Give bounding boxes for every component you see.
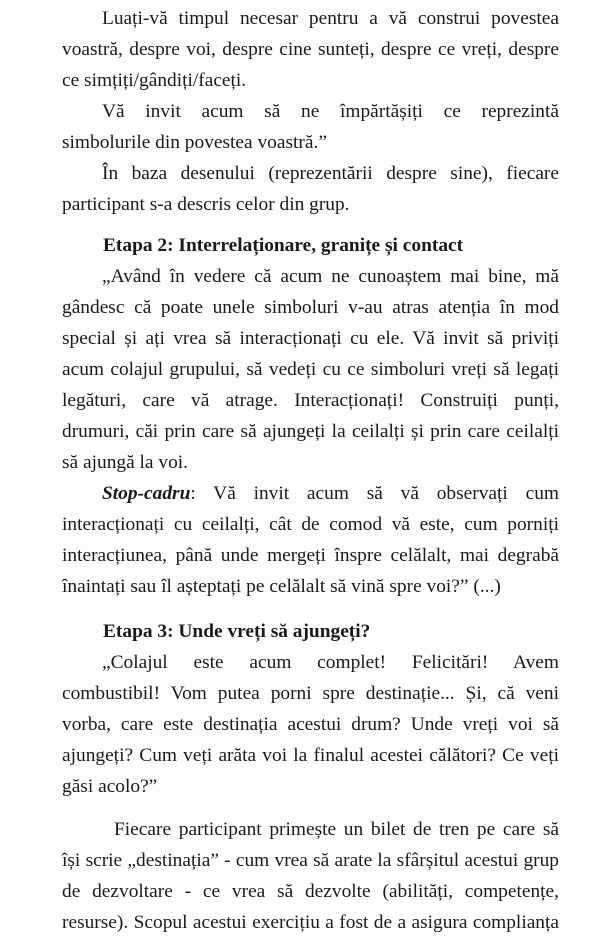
text-line: își scrie „destinația” - cum vrea să arate la sfârșitul acestui grup bbox=[62, 850, 559, 871]
text-line: participant s-a descris celor din grup. bbox=[62, 194, 350, 215]
stage-2-quote bbox=[62, 261, 559, 478]
intro-paragraph bbox=[62, 3, 559, 96]
stop-cadru-text: : Vă invit acum să vă observați cum bbox=[190, 483, 559, 504]
text-line: interacțiunea, până unde mergeți înspre celălalt, mai degrabă bbox=[62, 545, 559, 566]
drawing-paragraph bbox=[62, 158, 559, 220]
stage-3-heading: Etapa 3: Unde vreți să ajungeți? bbox=[103, 621, 371, 642]
text-line: În baza desenului (reprezentării despre sine), fiecare bbox=[102, 163, 559, 184]
text-line: Fiecare participant primește un bilet de tren pe care să bbox=[114, 819, 559, 840]
text-line: legături, care vă atrage. Interacționați! Construiți punți, bbox=[62, 390, 559, 411]
stage-2-heading: Etapa 2: Interrelaționare, granițe și contact bbox=[103, 235, 464, 256]
text-line: simbolurile din povestea voastră.” bbox=[62, 132, 327, 153]
text-line: voastră, despre voi, despre cine sunteți, despre ce vreți, despre bbox=[62, 39, 559, 60]
text-line: „Având în vedere că acum ne cunoaștem mai bine, mă bbox=[102, 266, 559, 287]
text-line: „Colajul este acum complet! Felicitări! Avem bbox=[102, 652, 559, 673]
text-line: vorba, care este destinația acestui drum? Unde vreți voi să bbox=[62, 714, 559, 735]
text-line: înaintați sau îl așteptați pe celălalt să vină spre voi?” (...) bbox=[62, 576, 501, 597]
text-line: acum colajul grupului, să vedeți cu ce simboluri vreți să legați bbox=[62, 359, 559, 380]
text-line: resurse). Scopul acestui exercițiu a fost de a asigura complianța bbox=[62, 912, 559, 933]
text-line: ajungeți? Cum veți arăta voi la finalul acestei călători? Ce veți bbox=[62, 745, 559, 766]
text-line: găsi acolo?” bbox=[62, 776, 158, 797]
text-line bbox=[62, 478, 559, 509]
text-line: gândesc că poate unele simboluri v-au atras atenția în mod bbox=[62, 297, 559, 318]
invite-paragraph bbox=[62, 96, 559, 158]
text-line: de dezvoltare - ce vrea să dezvolte (abilități, competențe, bbox=[62, 881, 559, 902]
text-line: combustibil! Vom putea porni spre destinație... Și, că veni bbox=[62, 683, 559, 704]
stop-cadru-label: Stop-cadru bbox=[102, 483, 191, 504]
text-line: să ajungă la voi. bbox=[62, 452, 189, 473]
ticket-paragraph bbox=[62, 814, 559, 938]
text-line: Luați-vă timpul necesar pentru a vă construi povestea bbox=[102, 8, 559, 29]
stage-3-quote bbox=[62, 647, 559, 802]
text-line: ce simțiți/gândiți/faceți. bbox=[62, 70, 247, 91]
stop-cadru-paragraph bbox=[62, 478, 559, 602]
text-line: Vă invit acum să ne împărtășiți ce reprezintă bbox=[102, 101, 559, 122]
text-line: special și ați vrea să interacționați cu ele. Vă invit să priviți bbox=[62, 328, 559, 349]
text-line: drumuri, căi prin care să ajungeți la ceilalți și prin care ceilalți bbox=[62, 421, 559, 442]
text-line: interacționați cu ceilalți, cât de comod vă este, cum porniți bbox=[62, 514, 559, 535]
